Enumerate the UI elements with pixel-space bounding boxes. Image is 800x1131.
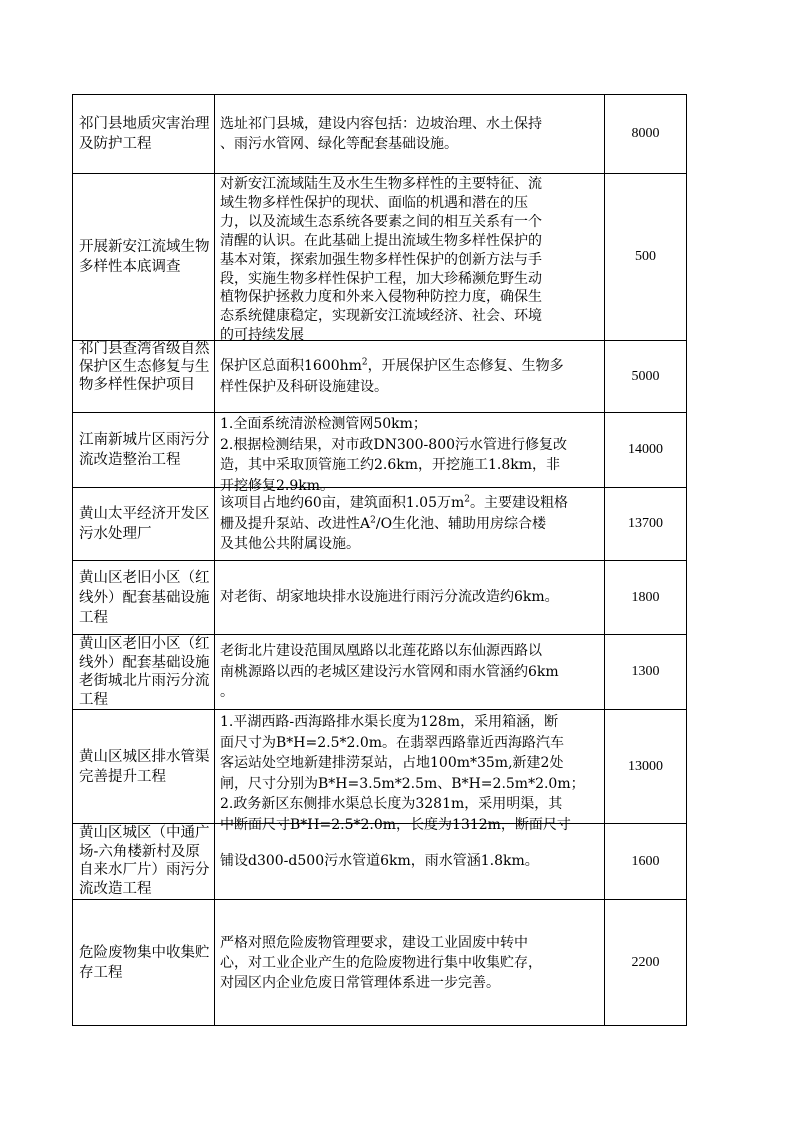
project-name: 祁门县地质灾害治理及防护工程: [79, 116, 210, 152]
project-name: 黄山太平经济开发区污水处理厂: [79, 506, 210, 542]
project-desc-cell: [215, 95, 605, 174]
project-amount: 1300: [605, 635, 687, 710]
desc-line: 闸，尺寸分别为B*H=3.5m*2.5m、B*H=2.5m*2.0m；: [220, 775, 585, 792]
desc-line: 造，其中采取顶管施工约2.6km，开挖施工1.8km，非: [220, 457, 561, 473]
project-amount: 14000: [605, 413, 687, 488]
desc-line: 铺设d300-d500污水管道6km，雨水管涵1.8km。: [220, 853, 539, 870]
project-name-cell: [73, 824, 215, 900]
desc-line: 1.全面系统清淤检测管网50km；: [220, 416, 427, 432]
desc-line: [220, 493, 600, 514]
project-name: 黄山区城区排水管渠完善提升工程: [79, 748, 210, 785]
desc-line: 严格对照危险废物管理要求，建设工业固废中转中: [220, 934, 528, 951]
desc-line: 、雨污水管网、绿化等配套基础设施。: [220, 136, 458, 152]
desc-text: /O生化池、辅助用房综合楼: [375, 515, 547, 532]
project-name: 黄山区老旧小区（红线外）配套基础设施老街城北片雨污分流工程: [79, 636, 210, 708]
desc-line: 选址祁门县城，建设内容包括：边坡治理、水土保持: [220, 115, 542, 132]
desc-line: 1.平湖西路-西海路排水渠长度为128m，采用箱涵，断: [220, 714, 559, 730]
project-name-cell: [73, 561, 215, 635]
table-row: [73, 341, 687, 413]
desc-line: 对新安江流域陆生及水生生物多样性的主要特征、流: [220, 176, 542, 192]
desc-line: 南桃源路以西的老城区建设污水管网和雨水管涵约6km: [220, 663, 559, 680]
project-name: 祁门县查湾省级自然保护区生态修复与生物多样性保护项目: [79, 341, 210, 393]
desc-text: ，开展保护区生态修复、生物多: [367, 358, 564, 374]
desc-line: 及其他公共附属设施。: [220, 536, 360, 553]
project-amount: 13700: [605, 488, 687, 561]
project-desc-cell: [215, 488, 605, 561]
project-amount: 1800: [605, 561, 687, 635]
desc-line: 。: [220, 684, 234, 701]
project-name-cell: [73, 174, 215, 341]
project-amount: 2200: [605, 900, 687, 1026]
superscript: 2: [361, 357, 368, 368]
project-name: 开展新安江流域生物多样性本底调查: [79, 239, 210, 275]
desc-line: 面尺寸为B*H=2.5*2.0m。在翡翠西路靠近西海路汽车: [220, 734, 565, 751]
table-row: [73, 488, 687, 561]
project-amount: 5000: [605, 341, 687, 413]
project-amount: 13000: [605, 710, 687, 824]
project-name: 黄山区城区（中通广场-六角楼新村及原自来水厂片）雨污分流改造工程: [79, 825, 210, 898]
desc-text: 。主要建设粗格: [470, 495, 568, 512]
project-name-cell: [73, 341, 215, 413]
superscript: 2: [370, 515, 376, 526]
project-desc-cell: [215, 635, 605, 710]
project-name-cell: [73, 488, 215, 561]
desc-line: 老街北片建设范围凤凰路以北莲花路以东仙源西路以: [220, 643, 542, 660]
project-amount: 8000: [605, 95, 687, 174]
desc-text: 保护区总面积1600hm: [220, 358, 362, 374]
desc-line: 清醒的认识。在此基础上提出流域生物多样性保护的: [220, 232, 542, 249]
project-amount: 500: [605, 174, 687, 341]
desc-line: 对老街、胡家地块排水设施进行雨污分流改造约6km。: [220, 589, 559, 606]
table-row: [73, 900, 687, 1026]
project-name-cell: [73, 900, 215, 1026]
desc-line: 植物保护拯救力度和外来入侵物种防控力度，确保生: [220, 289, 542, 306]
desc-line: 对园区内企业危废日常管理体系进一步完善。: [220, 974, 500, 991]
desc-line: 心，对工业企业产生的危险废物进行集中收集贮存，: [220, 954, 542, 971]
project-name-cell: [73, 635, 215, 710]
desc-line: 域生物多样性保护的现状、面临的机遇和潜在的压: [220, 194, 528, 211]
project-desc-cell: [215, 710, 605, 833]
table-row: [73, 413, 687, 488]
desc-line: 客运站处空地新建排涝泵站，占地100m*35m,新建2处: [220, 755, 564, 771]
project-table: [72, 94, 687, 1026]
project-name: 江南新城片区雨污分流改造整治工程: [79, 432, 210, 468]
project-amount: 1600: [605, 824, 687, 900]
table-row: [73, 561, 687, 635]
project-name-cell: [73, 95, 215, 174]
project-name: 黄山区老旧小区（红线外）配套基础设施工程: [79, 569, 210, 626]
desc-line: 的可持续发展: [220, 327, 304, 344]
project-desc-cell: [215, 341, 605, 413]
desc-line: 段，实施生物多样性保护工程，加大珍稀濒危野生动: [220, 270, 542, 287]
project-desc-cell: [215, 561, 605, 635]
desc-line: 基本对策，探索加强生物多样性保护的创新方法与手: [220, 251, 542, 268]
project-name-cell: [73, 710, 215, 824]
desc-line: 开挖修复2.9km。: [220, 477, 335, 494]
table-row: [73, 174, 687, 341]
desc-line: 态系统健康稳定，实现新安江流域经济、社会、环境: [220, 308, 542, 325]
project-desc-cell: [215, 900, 605, 1026]
table-row: [73, 95, 687, 174]
desc-text: 该项目占地约60亩，建筑面积1.05万m: [220, 495, 465, 512]
table-row: [73, 710, 687, 824]
desc-line: [220, 514, 600, 535]
desc-line: 2.政务新区东侧排水渠总长度为3281m，采用明渠，其: [220, 796, 563, 812]
desc-line: [220, 356, 600, 377]
desc-line: 中断面尺寸B*H=2.5*2.0m，长度为1312m，断面尺寸: [220, 816, 571, 833]
table-row: [73, 635, 687, 710]
superscript: 2: [464, 494, 470, 505]
project-desc-cell: [215, 413, 605, 494]
desc-text: 栅及提升泵站、改进性A: [220, 515, 371, 532]
project-name-cell: [73, 413, 215, 488]
project-name: 危险废物集中收集贮存工程: [79, 944, 210, 981]
project-desc-cell: [215, 174, 605, 344]
desc-line: 力，以及流域生态系统各要素之间的相互关系有一个: [220, 213, 542, 230]
desc-line: 样性保护及科研设施建设。: [220, 378, 388, 395]
desc-line: 2.根据检测结果，对市政DN300-800污水管进行修复改: [220, 436, 568, 453]
